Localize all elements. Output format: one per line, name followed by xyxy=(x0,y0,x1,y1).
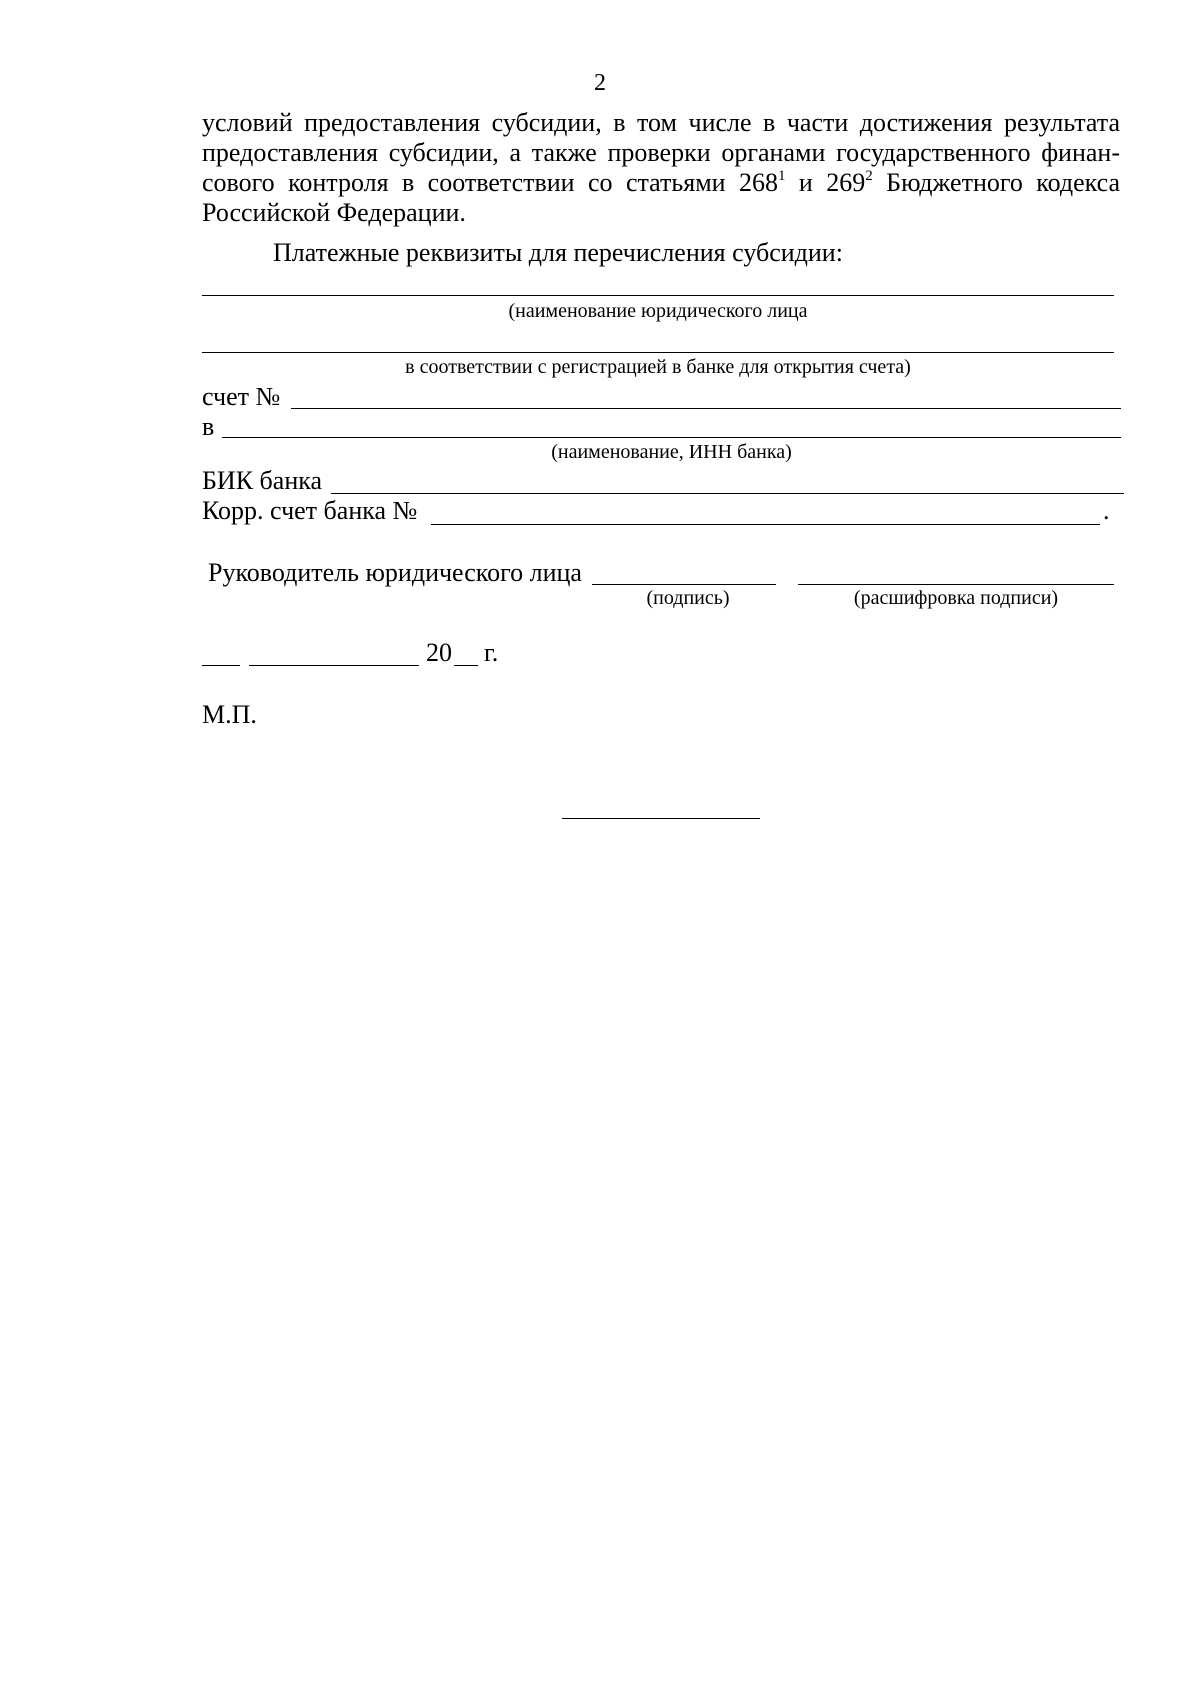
account-label: счет № xyxy=(202,382,281,411)
in-bank-label: в xyxy=(202,412,215,441)
page-number: 2 xyxy=(594,70,606,96)
intro-line-1: условий предоставления субсидии, в том числе в части достижения результата xyxy=(202,108,1120,137)
date-month-line[interactable] xyxy=(249,665,419,666)
signatory-label: Руководитель юридического лица xyxy=(208,558,582,587)
payment-heading: Платежные реквизиты для перечисления субсидии: xyxy=(273,238,843,267)
intro-line-3-start: сового контроля в соответствии со статьями 268 xyxy=(202,168,778,197)
end-separator xyxy=(562,818,760,819)
date-year-suffix: г. xyxy=(484,638,499,667)
date-year-line[interactable] xyxy=(454,665,478,666)
signature-caption: (подпись) xyxy=(646,587,730,609)
bank-name-line[interactable] xyxy=(222,437,1121,438)
corr-account-line[interactable] xyxy=(431,524,1100,525)
date-day-line[interactable] xyxy=(202,665,240,666)
account-number-line[interactable] xyxy=(291,408,1121,409)
registration-caption: в соответствии с регистрацией в банке для открытия счета) xyxy=(405,356,911,378)
registration-line[interactable] xyxy=(202,352,1114,353)
signature-line[interactable] xyxy=(592,584,776,585)
date-year-prefix: 20 xyxy=(426,638,452,667)
stamp-label: М.П. xyxy=(202,700,257,729)
intro-paragraph xyxy=(202,108,1120,228)
entity-name-line[interactable] xyxy=(202,295,1114,296)
bik-line[interactable] xyxy=(331,493,1124,494)
intro-line-4: Российской Федерации. xyxy=(202,198,466,227)
bik-label: БИК банка xyxy=(202,466,323,495)
corr-account-label: Корр. счет банка № xyxy=(202,496,418,525)
intro-line-3-middle: и 269 xyxy=(785,168,866,197)
signature-decoding-caption: (расшифровка подписи) xyxy=(853,587,1059,609)
corr-account-end: . xyxy=(1103,496,1110,525)
footnote-ref-1: 1 xyxy=(778,168,786,184)
bank-name-inn-caption: (наименование, ИНН банка) xyxy=(551,441,792,463)
intro-line-3 xyxy=(202,168,1120,198)
entity-name-caption: (наименование юридического лица xyxy=(508,300,808,322)
intro-line-2: предоставления субсидии, а также проверки органами государственного финан- xyxy=(202,138,1120,167)
footnote-ref-2: 2 xyxy=(865,168,873,184)
signature-decoding-line[interactable] xyxy=(798,584,1114,585)
intro-line-3-end: Бюджетного кодекса xyxy=(872,168,1121,197)
